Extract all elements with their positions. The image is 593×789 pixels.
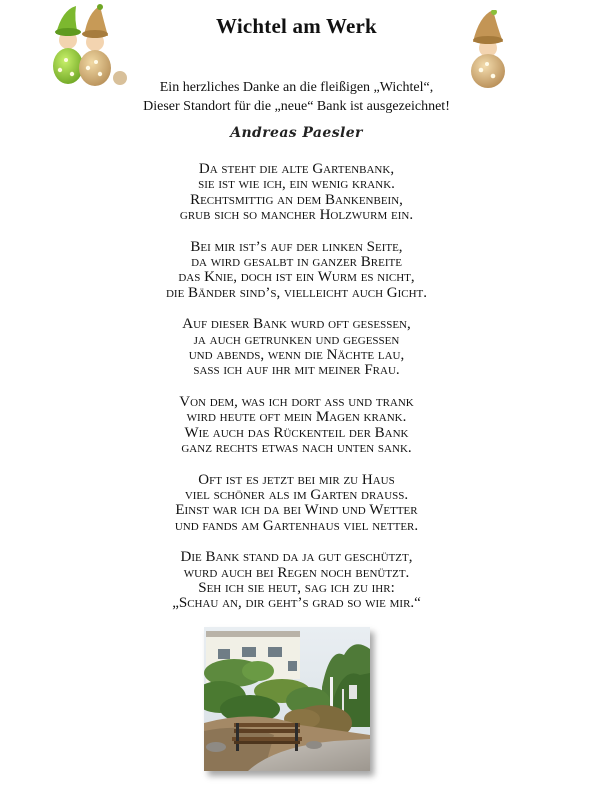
poem-line: Einst war ich da bei Wind und Wetter: [175, 502, 418, 519]
poem-line: wird heute oft mein Magen krank.: [186, 409, 407, 426]
author-signature: Andreas Paesler: [230, 125, 363, 141]
poem-stanza: [0, 240, 593, 301]
poem-stanza: [0, 550, 593, 611]
poem-line: Wie auch das Rückenteil der Bank: [184, 424, 409, 441]
poem-line: viel schöner als im Garten drauss.: [184, 487, 409, 504]
poem-line: Bei mir ist’s auf der linken Seite,: [190, 238, 403, 255]
poem-line: Seh ich sie heut, sag ich zu ihr:: [198, 580, 395, 597]
poem-stanza: [0, 473, 593, 534]
garden-bench-photo: [204, 627, 370, 771]
poem-line: und abends, wenn die Nächte lau,: [188, 346, 405, 363]
poem-line: ganz rechts etwas nach unten sank.: [181, 439, 412, 456]
poem-line: Von dem, was ich dort ass und trank: [179, 394, 414, 411]
page-title: Wichtel am Werk: [216, 14, 377, 38]
garden-scene-image: [204, 627, 370, 771]
poem-line: wurd auch bei Regen noch benützt.: [183, 564, 410, 581]
poem-line: sass ich auf ihr mit meiner Frau.: [193, 362, 400, 379]
poem-line: Oft ist es jetzt bei mir zu Haus: [198, 471, 395, 488]
poem-line: da wird gesalbt in ganzer Breite: [191, 253, 402, 270]
intro-text: [0, 78, 593, 116]
poem-line: Auf dieser Bank wurd oft gesessen,: [182, 316, 411, 333]
poem-line: Rechtsmittig an dem Bankenbein,: [190, 191, 403, 208]
intro-line-2: Dieser Standort für die „neue“ Bank ist ausgezeichnet!: [143, 99, 450, 114]
poem-stanza: [0, 162, 593, 223]
poem-stanza: [0, 395, 593, 456]
intro-line-1: Ein herzliches Danke an die fleißigen „Wichtel“,: [159, 80, 434, 95]
poem-stanza: [0, 317, 593, 378]
poem-line: Die Bank stand da ja gut geschützt,: [180, 549, 413, 566]
poem-line: sie ist wie ich, ein wenig krank.: [198, 176, 395, 193]
poem: [0, 162, 593, 628]
poem-line: Da steht die alte Gartenbank,: [198, 161, 395, 177]
poem-line: ja auch getrunken und gegessen: [193, 331, 400, 348]
poem-line: das Knie, doch ist ein Wurm es nicht,: [178, 269, 415, 286]
poem-line: „Schau an, dir geht’s grad so wie mir.“: [172, 595, 421, 612]
poem-line: und fands am Gartenhaus viel netter.: [174, 517, 419, 534]
poem-line: die Bänder sind’s, vielleicht auch Gicht.: [165, 284, 428, 301]
poem-line: grub sich so mancher Holzwurm ein.: [179, 206, 414, 223]
